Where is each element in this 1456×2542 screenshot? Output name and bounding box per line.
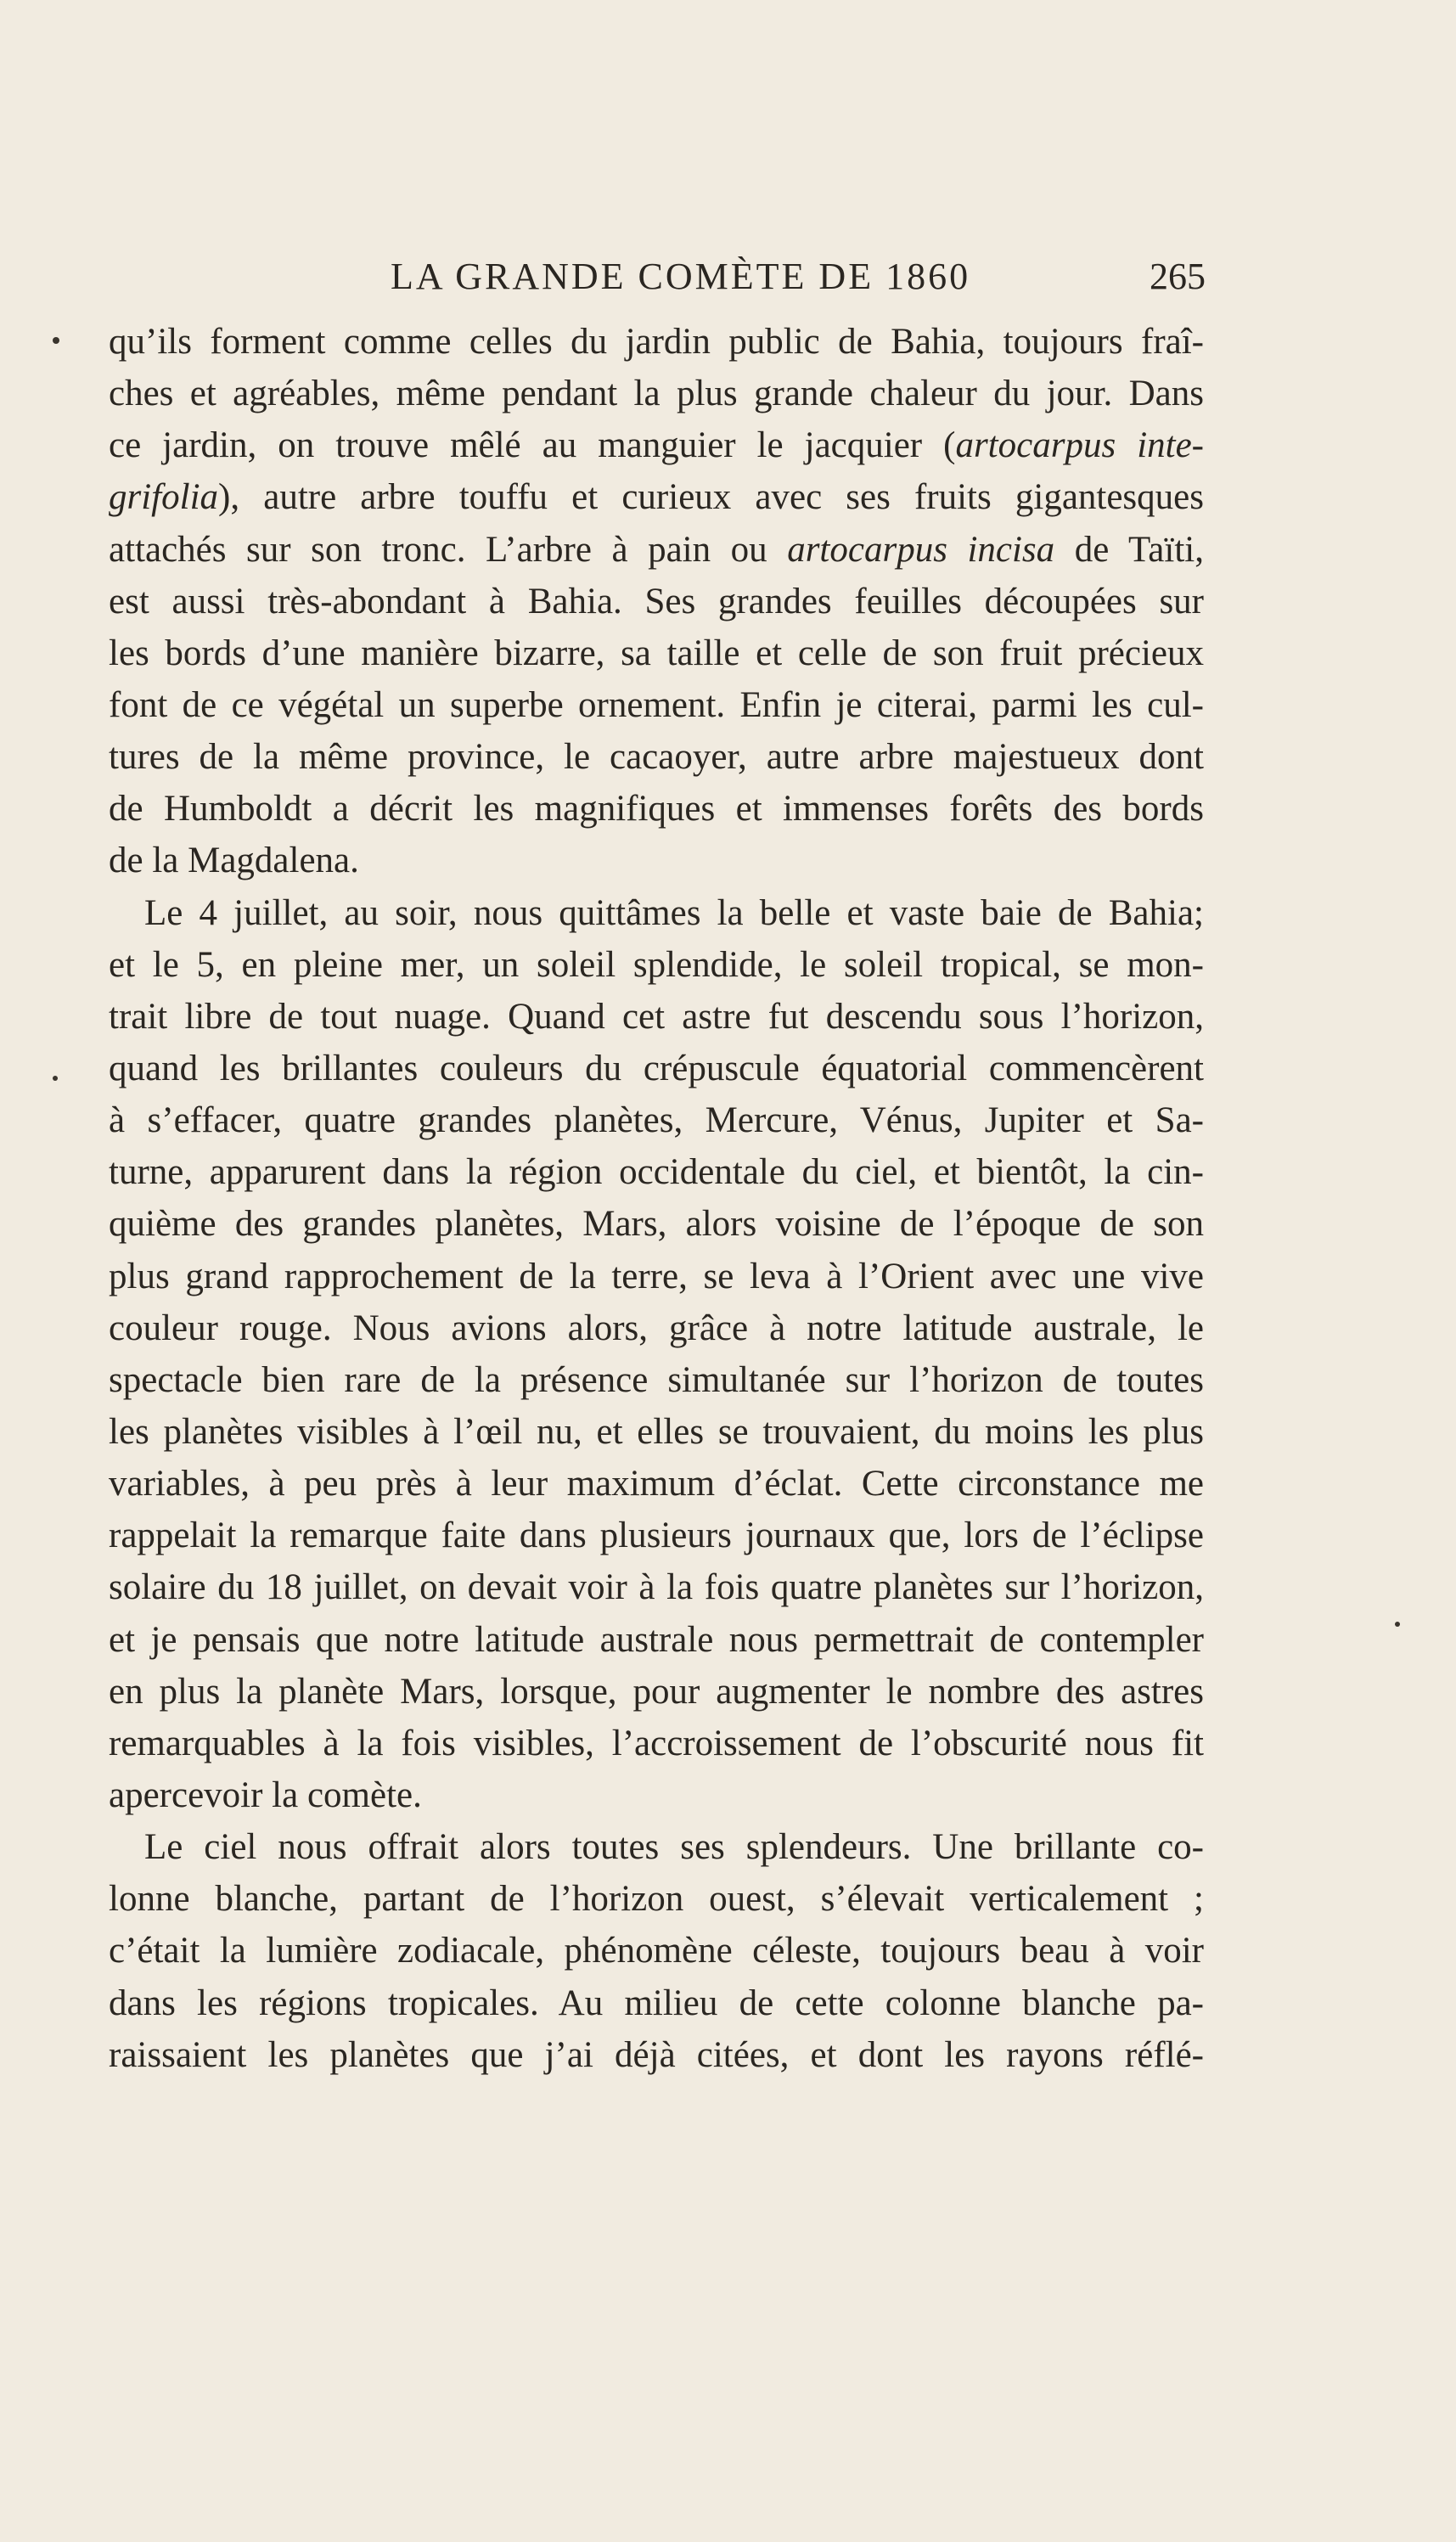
text-line: plus grand rapprochement de la terre, se leva à l’Orient avec une vive	[109, 1256, 1204, 1296]
text-line: spectacle bien rare de la présence simultanée sur l’horizon de toutes	[109, 1359, 1204, 1400]
text-line: et le 5, en pleine mer, un soleil splendide, le soleil tropical, se mon-	[109, 944, 1204, 985]
text-line: variables, à peu près à leur maximum d’éclat. Cette circonstance me	[109, 1464, 1204, 1504]
text-line: dans les régions tropicales. Au milieu de cette colonne blanche pa-	[109, 1982, 1204, 2023]
text-line: qu’ils forment comme celles du jardin public de Bahia, toujours fraî-	[109, 322, 1204, 362]
page-header	[391, 255, 1206, 306]
text-line: est aussi très-abondant à Bahia. Ses grandes feuilles découpées sur	[109, 581, 1204, 621]
page-number: 265	[1150, 256, 1206, 297]
margin-mark	[53, 1076, 58, 1081]
margin-mark	[53, 337, 59, 344]
text-line: à s’effacer, quatre grandes planètes, Mercure, Vénus, Jupiter et Sa-	[109, 1100, 1204, 1141]
text-line: couleur rouge. Nous avions alors, grâce à notre latitude australe, le	[109, 1308, 1204, 1348]
text-line: Le ciel nous offrait alors toutes ses splendeurs. Une brillante co-	[144, 1827, 1204, 1868]
text-line: raissaient les planètes que j’ai déjà citées, et dont les rayons réflé-	[109, 2034, 1204, 2075]
text-line: attachés sur son tronc. L’arbre à pain ou artocarpus incisa de Taïti,	[109, 529, 1204, 570]
text-line: tures de la même province, le cacaoyer, autre arbre majestueux dont	[109, 737, 1204, 778]
text-line: de Humboldt a décrit les magnifiques et immenses forêts des bords	[109, 789, 1204, 830]
text-line: en plus la planète Mars, lorsque, pour augmenter le nombre des astres	[109, 1671, 1204, 1712]
text-line: Le 4 juillet, au soir, nous quittâmes la belle et vaste baie de Bahia;	[144, 892, 1204, 933]
margin-mark	[1395, 1622, 1400, 1627]
text-line: apercevoir la comète.	[109, 1774, 422, 1815]
text-line: turne, apparurent dans la région occidentale du ciel, et bientôt, la cin-	[109, 1152, 1204, 1193]
text-line: lonne blanche, partant de l’horizon ouest, s’élevait verticalement ;	[109, 1879, 1204, 1920]
text-line: font de ce végétal un superbe ornement. Enfin je citerai, parmi les cul-	[109, 684, 1204, 725]
text-line: les planètes visibles à l’œil nu, et elles se trouvaient, du moins les plus	[109, 1411, 1204, 1452]
text-line: ce jardin, on trouve mêlé au manguier le jacquier (artocarpus inte-	[109, 425, 1204, 466]
text-line: ches et agréables, même pendant la plus grande chaleur du jour. Dans	[109, 374, 1204, 414]
text-line: solaire du 18 juillet, on devait voir à la fois quatre planètes sur l’horizon,	[109, 1567, 1204, 1608]
text-line: rappelait la remarque faite dans plusieurs journaux que, lors de l’éclipse	[109, 1516, 1204, 1556]
running-title: LA GRANDE COMÈTE DE 1860	[391, 256, 971, 297]
text-line: les bords d’une manière bizarre, sa taille et celle de son fruit précieux	[109, 633, 1204, 673]
text-line: quand les brillantes couleurs du crépuscule équatorial commencèrent	[109, 1048, 1204, 1088]
body-text	[109, 316, 1204, 2081]
italic-term: grifolia	[109, 477, 219, 518]
text-line: et je pensais que notre latitude australe nous permettrait de contempler	[109, 1619, 1204, 1660]
text-line: grifolia), autre arbre touffu et curieux avec ses fruits gigantesques	[109, 477, 1204, 518]
italic-term: artocarpus incisa	[787, 529, 1055, 570]
text-line: remarquables à la fois visibles, l’accroissement de l’obscurité nous fit	[109, 1723, 1204, 1763]
text-line: c’était la lumière zodiacale, phénomène céleste, toujours beau à voir	[109, 1931, 1204, 1971]
text-line: trait libre de tout nuage. Quand cet astre fut descendu sous l’horizon,	[109, 996, 1204, 1037]
text-line: de la Magdalena.	[109, 841, 359, 881]
text-line: quième des grandes planètes, Mars, alors voisine de l’époque de son	[109, 1204, 1204, 1245]
italic-term: artocarpus inte-	[955, 425, 1204, 466]
